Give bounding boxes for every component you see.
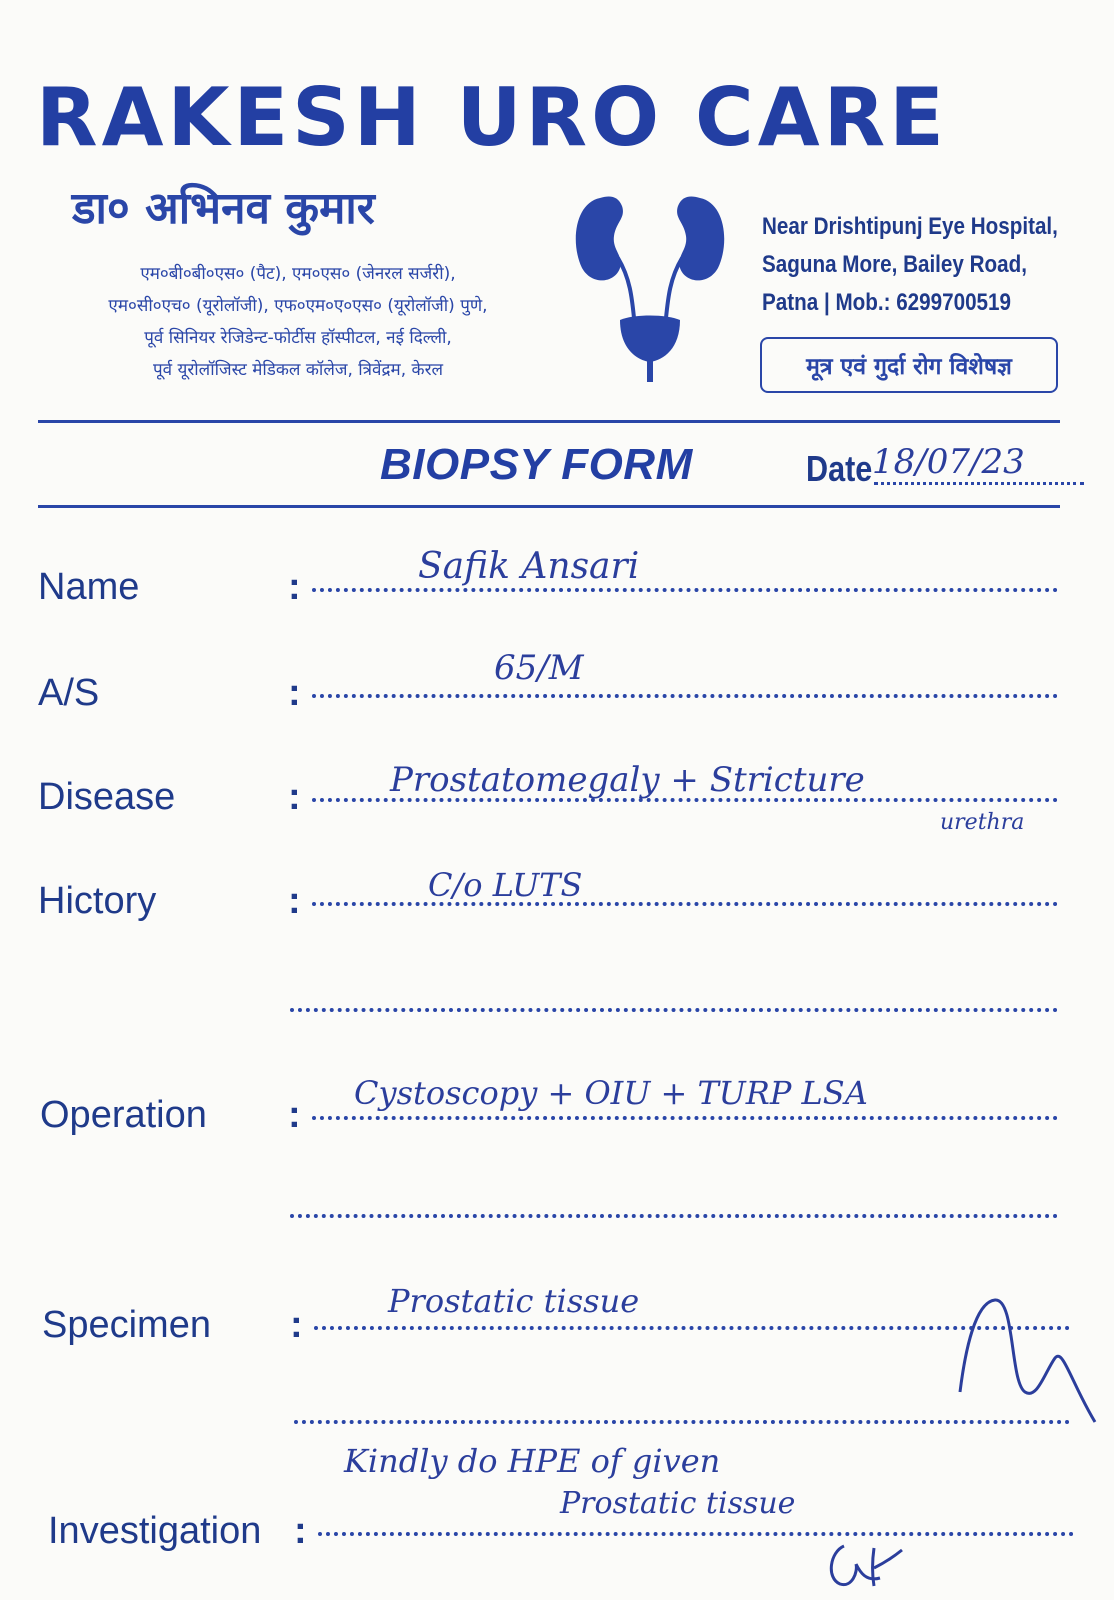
disease-value-line2: urethra <box>940 810 1025 835</box>
name-line <box>312 588 1058 592</box>
clinic-name: RAKESH URO CARE <box>36 71 948 164</box>
specimen-value: Prostatic tissue <box>388 1282 640 1320</box>
age-sex-line <box>312 694 1058 698</box>
specimen-extra-line <box>294 1420 1070 1424</box>
investigation-label: Investigation <box>48 1510 262 1552</box>
name-label: Name <box>38 566 140 608</box>
operation-line <box>312 1116 1058 1120</box>
address-line: Patna | Mob.: 6299700519 <box>762 289 1011 316</box>
date-line <box>874 482 1084 485</box>
form-title: BIOPSY FORM <box>380 440 693 489</box>
doctor-name: डा० अभिनव कुमार <box>72 183 375 234</box>
colon: : <box>288 1094 301 1136</box>
address-line: Saguna More, Bailey Road, <box>762 251 1027 278</box>
investigation-line <box>318 1532 1074 1536</box>
history-label: Hictory <box>38 880 157 922</box>
signature-mark <box>955 1292 1105 1432</box>
investigation-note-line1: Kindly do HPE of given <box>344 1442 721 1480</box>
header-divider <box>38 420 1060 423</box>
history-line <box>312 902 1058 906</box>
colon: : <box>288 776 301 818</box>
date-value: 18/07/23 <box>872 442 1025 482</box>
doctor-initials-signature <box>822 1538 912 1594</box>
colon: : <box>288 880 301 922</box>
disease-label: Disease <box>38 776 176 818</box>
kidney-bladder-icon <box>570 188 730 388</box>
colon: : <box>288 672 301 714</box>
colon: : <box>294 1510 307 1552</box>
age-sex-label: A/S <box>38 672 100 714</box>
qualification-line: पूर्व यूरोलॉजिस्ट मेडिकल कॉलेज, त्रिवेंद्रम, केरल <box>152 360 444 380</box>
history-extra-line <box>290 1008 1058 1012</box>
clinic-address <box>762 208 1058 322</box>
specialty-badge: मूत्र एवं गुर्दा रोग विशेषज्ञ <box>760 337 1058 393</box>
name-value: Safik Ansari <box>418 546 640 587</box>
disease-value: Prostatomegaly + Stricture <box>390 760 865 800</box>
operation-value: Cystoscopy + OIU + TURP LSA <box>354 1074 868 1112</box>
specimen-label: Specimen <box>42 1304 211 1346</box>
doctor-qualifications <box>28 258 568 386</box>
investigation-note-line2: Prostatic tissue <box>560 1486 796 1521</box>
date-label: Date <box>806 448 873 489</box>
title-divider <box>38 505 1060 508</box>
operation-label: Operation <box>40 1094 207 1136</box>
colon: : <box>290 1304 303 1346</box>
qualification-line: एम०सी०एच० (यूरोलॉजी), एफ०एम०ए०एस० (यूरोलॉजी) पुणे, <box>108 296 488 316</box>
operation-extra-line <box>290 1214 1058 1218</box>
age-sex-value: 65/M <box>494 648 584 688</box>
colon: : <box>288 566 301 608</box>
qualification-line: पूर्व सिनियर रेजिडेन्ट-फोर्टीस हॉस्पीटल, नई दिल्ली, <box>144 328 452 348</box>
qualification-line: एम०बी०बी०एस० (पैट), एम०एस० (जेनरल सर्जरी), <box>140 264 456 284</box>
history-value: C/o LUTS <box>428 866 583 904</box>
address-line: Near Drishtipunj Eye Hospital, <box>762 213 1058 240</box>
